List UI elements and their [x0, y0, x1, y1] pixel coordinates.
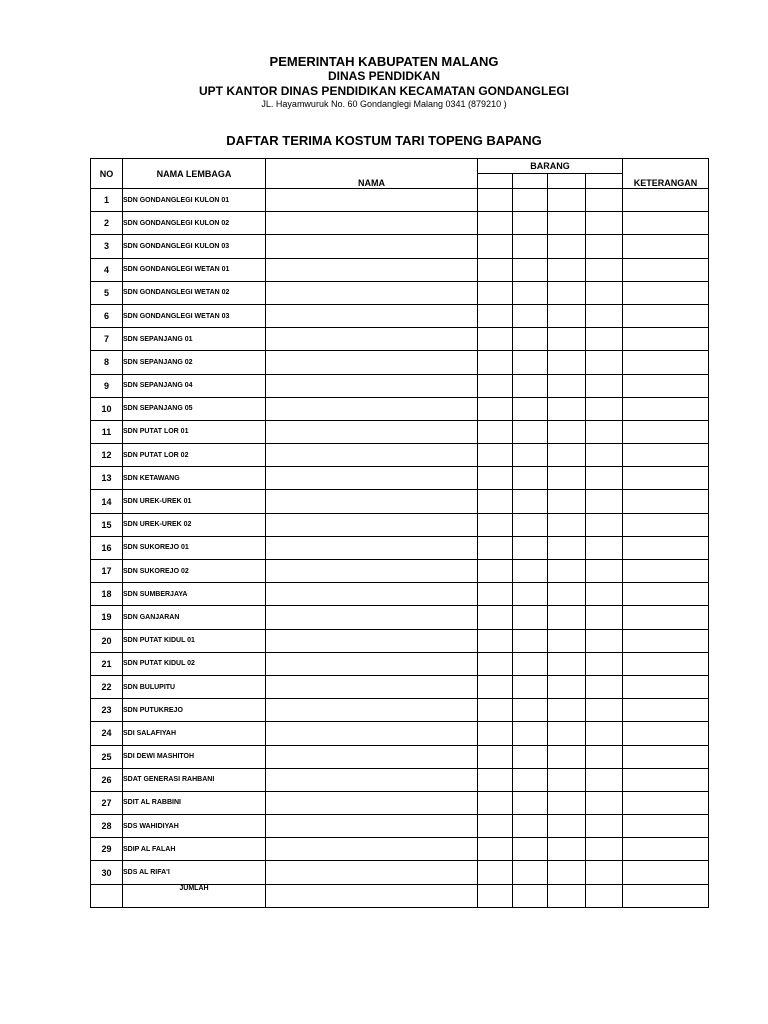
row-number: 12 — [91, 444, 123, 467]
institution-name: SDN SEPANJANG 02 — [123, 351, 266, 374]
table-row — [91, 815, 709, 838]
keterangan-cell — [623, 281, 709, 304]
institution-name: SDN SEPANJANG 01 — [123, 328, 266, 351]
row-number: 26 — [91, 768, 123, 791]
institution-name: SDN GONDANGLEGI KULON 03 — [123, 235, 266, 258]
barang-cell-4 — [586, 838, 623, 861]
table-row — [91, 745, 709, 768]
nama-cell — [266, 699, 478, 722]
row-number: 29 — [91, 838, 123, 861]
barang-cell-3 — [548, 212, 586, 235]
barang-cell-3 — [548, 629, 586, 652]
row-number: 7 — [91, 328, 123, 351]
barang-cell-4 — [586, 397, 623, 420]
keterangan-cell — [623, 467, 709, 490]
row-number: 14 — [91, 490, 123, 513]
barang-cell-3 — [548, 444, 586, 467]
barang-cell-4 — [586, 212, 623, 235]
barang-cell-2 — [513, 420, 548, 443]
barang-cell-1 — [478, 513, 513, 536]
barang-cell-2 — [513, 189, 548, 212]
table-body — [91, 159, 709, 908]
row-number: 24 — [91, 722, 123, 745]
barang-cell-4 — [586, 189, 623, 212]
column-header-keterangan: KETERANGAN — [623, 159, 709, 189]
institution-name: SDN SUKOREJO 02 — [123, 560, 266, 583]
barang-subcolumn-1 — [478, 174, 513, 189]
barang-cell-1 — [478, 490, 513, 513]
institution-name: SDS WAHIDIYAH — [123, 815, 266, 838]
table-row — [91, 189, 709, 212]
barang-cell-1 — [478, 444, 513, 467]
barang-cell-4 — [586, 536, 623, 559]
nama-cell — [266, 374, 478, 397]
barang-cell-1 — [478, 467, 513, 490]
barang-cell-1 — [478, 838, 513, 861]
keterangan-cell — [623, 444, 709, 467]
barang-cell-2 — [513, 328, 548, 351]
row-number: 3 — [91, 235, 123, 258]
keterangan-cell — [623, 189, 709, 212]
keterangan-cell — [623, 490, 709, 513]
barang-cell-3 — [548, 397, 586, 420]
barang-cell-3 — [548, 235, 586, 258]
barang-cell-2 — [513, 861, 548, 884]
keterangan-cell — [623, 536, 709, 559]
barang-cell-3 — [548, 675, 586, 698]
barang-cell-1 — [478, 212, 513, 235]
keterangan-cell — [623, 722, 709, 745]
barang-cell-4 — [586, 444, 623, 467]
barang-cell-3 — [548, 536, 586, 559]
barang-cell-1 — [478, 189, 513, 212]
barang-cell-1 — [478, 699, 513, 722]
barang-cell-4 — [586, 258, 623, 281]
nama-cell — [266, 444, 478, 467]
row-number: 16 — [91, 536, 123, 559]
table-row — [91, 629, 709, 652]
barang-cell-2 — [513, 560, 548, 583]
row-number: 25 — [91, 745, 123, 768]
institution-name: SDN GANJARAN — [123, 606, 266, 629]
barang-cell-4 — [586, 281, 623, 304]
keterangan-cell — [623, 258, 709, 281]
nama-cell — [266, 513, 478, 536]
barang-cell-4 — [586, 606, 623, 629]
barang-cell-1 — [478, 258, 513, 281]
table-row — [91, 838, 709, 861]
total-row — [91, 884, 709, 907]
table-row — [91, 560, 709, 583]
table-row — [91, 861, 709, 884]
barang-cell-1 — [478, 281, 513, 304]
barang-cell-3 — [548, 490, 586, 513]
table-row — [91, 606, 709, 629]
barang-cell-4 — [586, 675, 623, 698]
barang-cell-3 — [548, 745, 586, 768]
barang-cell-2 — [513, 768, 548, 791]
barang-subcolumn-3 — [548, 174, 586, 189]
column-header-nama-lembaga: NAMA LEMBAGA — [123, 159, 266, 189]
barang-cell-4 — [586, 768, 623, 791]
table-row — [91, 351, 709, 374]
nama-cell — [266, 420, 478, 443]
barang-cell-4 — [586, 791, 623, 814]
keterangan-cell — [623, 374, 709, 397]
header-address: JL. Hayamwuruk No. 60 Gondanglegi Malang 0341 (879210 ) — [261, 99, 507, 109]
table-row — [91, 281, 709, 304]
barang-cell-4 — [586, 420, 623, 443]
institution-name: SDN PUTAT KIDUL 01 — [123, 629, 266, 652]
column-header-barang: BARANG — [478, 159, 623, 174]
barang-cell-1 — [478, 652, 513, 675]
institution-name: SDN PUTUKREJO — [123, 699, 266, 722]
table-row — [91, 583, 709, 606]
barang-cell-2 — [513, 722, 548, 745]
barang-cell-4 — [586, 815, 623, 838]
row-number: 28 — [91, 815, 123, 838]
nama-cell — [266, 583, 478, 606]
header-office: UPT KANTOR DINAS PENDIDIKAN KECAMATAN GONDANGLEGI — [198, 84, 569, 98]
table-row — [91, 304, 709, 327]
barang-cell-2 — [513, 235, 548, 258]
nama-cell — [266, 235, 478, 258]
institution-name: SDIP AL FALAH — [123, 838, 266, 861]
keterangan-cell — [623, 304, 709, 327]
keterangan-cell — [623, 328, 709, 351]
barang-cell-3 — [548, 791, 586, 814]
barang-cell-3 — [548, 722, 586, 745]
barang-cell-3 — [548, 768, 586, 791]
institution-name: SDN BULUPITU — [123, 675, 266, 698]
row-number: 6 — [91, 304, 123, 327]
row-number: 1 — [91, 189, 123, 212]
barang-cell-3 — [548, 861, 586, 884]
barang-cell-3 — [548, 351, 586, 374]
column-header-nama: NAMA — [266, 159, 478, 189]
barang-cell-2 — [513, 629, 548, 652]
row-number: 17 — [91, 560, 123, 583]
institution-name: SDI DEWI MASHITOH — [123, 745, 266, 768]
row-number: 8 — [91, 351, 123, 374]
total-barang-cell-2 — [513, 884, 548, 907]
row-number: 20 — [91, 629, 123, 652]
row-number: 23 — [91, 699, 123, 722]
barang-cell-4 — [586, 722, 623, 745]
table-row — [91, 699, 709, 722]
barang-cell-2 — [513, 699, 548, 722]
keterangan-cell — [623, 513, 709, 536]
row-number: 5 — [91, 281, 123, 304]
institution-name: SDN UREK-UREK 01 — [123, 490, 266, 513]
nama-cell — [266, 351, 478, 374]
nama-cell — [266, 328, 478, 351]
nama-cell — [266, 212, 478, 235]
institution-name: SDN PUTAT LOR 02 — [123, 444, 266, 467]
table-row — [91, 374, 709, 397]
institution-name: SDN GONDANGLEGI WETAN 01 — [123, 258, 266, 281]
table-row — [91, 722, 709, 745]
institution-name: SDN PUTAT KIDUL 02 — [123, 652, 266, 675]
table-row — [91, 513, 709, 536]
barang-cell-2 — [513, 675, 548, 698]
nama-cell — [266, 258, 478, 281]
barang-cell-3 — [548, 652, 586, 675]
barang-cell-3 — [548, 513, 586, 536]
keterangan-cell — [623, 583, 709, 606]
barang-cell-2 — [513, 815, 548, 838]
barang-cell-2 — [513, 606, 548, 629]
barang-cell-1 — [478, 629, 513, 652]
nama-cell — [266, 397, 478, 420]
keterangan-cell — [623, 861, 709, 884]
barang-cell-3 — [548, 189, 586, 212]
barang-cell-4 — [586, 374, 623, 397]
barang-cell-1 — [478, 768, 513, 791]
table-row — [91, 444, 709, 467]
nama-cell — [266, 281, 478, 304]
keterangan-cell — [623, 815, 709, 838]
keterangan-cell — [623, 235, 709, 258]
nama-cell — [266, 606, 478, 629]
barang-subcolumn-4 — [586, 174, 623, 189]
table-row — [91, 768, 709, 791]
barang-cell-1 — [478, 420, 513, 443]
institution-name: SDN SUKOREJO 01 — [123, 536, 266, 559]
keterangan-cell — [623, 675, 709, 698]
row-number: 4 — [91, 258, 123, 281]
table-row — [91, 791, 709, 814]
table-row — [91, 467, 709, 490]
barang-cell-2 — [513, 652, 548, 675]
keterangan-cell — [623, 745, 709, 768]
nama-cell — [266, 745, 478, 768]
barang-cell-3 — [548, 420, 586, 443]
barang-cell-4 — [586, 513, 623, 536]
barang-cell-3 — [548, 583, 586, 606]
nama-cell — [266, 536, 478, 559]
barang-cell-1 — [478, 235, 513, 258]
barang-cell-2 — [513, 490, 548, 513]
barang-cell-1 — [478, 745, 513, 768]
keterangan-cell — [623, 420, 709, 443]
table-row — [91, 397, 709, 420]
barang-cell-1 — [478, 328, 513, 351]
barang-cell-1 — [478, 861, 513, 884]
barang-cell-3 — [548, 258, 586, 281]
nama-cell — [266, 467, 478, 490]
institution-name: SDAT GENERASI RAHBANI — [123, 768, 266, 791]
total-no-cell — [91, 884, 123, 907]
barang-cell-3 — [548, 606, 586, 629]
nama-cell — [266, 629, 478, 652]
row-number: 18 — [91, 583, 123, 606]
barang-cell-2 — [513, 745, 548, 768]
table-row — [91, 675, 709, 698]
table-row — [91, 328, 709, 351]
barang-cell-4 — [586, 861, 623, 884]
barang-cell-2 — [513, 351, 548, 374]
barang-cell-2 — [513, 281, 548, 304]
institution-name: SDIT AL RABBINI — [123, 791, 266, 814]
barang-cell-1 — [478, 560, 513, 583]
keterangan-cell — [623, 212, 709, 235]
barang-cell-1 — [478, 536, 513, 559]
barang-cell-4 — [586, 699, 623, 722]
barang-cell-3 — [548, 374, 586, 397]
total-barang-cell-1 — [478, 884, 513, 907]
keterangan-cell — [623, 606, 709, 629]
row-number: 30 — [91, 861, 123, 884]
barang-cell-2 — [513, 583, 548, 606]
barang-cell-4 — [586, 652, 623, 675]
barang-cell-2 — [513, 444, 548, 467]
barang-cell-4 — [586, 467, 623, 490]
barang-cell-4 — [586, 629, 623, 652]
barang-cell-1 — [478, 722, 513, 745]
nama-cell — [266, 490, 478, 513]
nama-cell — [266, 815, 478, 838]
keterangan-cell — [623, 768, 709, 791]
table-row — [91, 536, 709, 559]
barang-cell-1 — [478, 791, 513, 814]
institution-name: SDN SEPANJANG 04 — [123, 374, 266, 397]
barang-cell-1 — [478, 374, 513, 397]
barang-cell-3 — [548, 699, 586, 722]
receipt-table — [90, 158, 709, 908]
total-nama-cell — [266, 884, 478, 907]
row-number: 13 — [91, 467, 123, 490]
total-keterangan-cell — [623, 884, 709, 907]
barang-cell-4 — [586, 490, 623, 513]
table-row — [91, 420, 709, 443]
institution-name: SDN GONDANGLEGI WETAN 03 — [123, 304, 266, 327]
table-row — [91, 235, 709, 258]
document-title: DAFTAR TERIMA KOSTUM TARI TOPENG BAPANG — [226, 133, 542, 148]
barang-cell-4 — [586, 351, 623, 374]
barang-cell-2 — [513, 838, 548, 861]
barang-cell-4 — [586, 328, 623, 351]
barang-cell-2 — [513, 467, 548, 490]
barang-cell-4 — [586, 560, 623, 583]
barang-cell-3 — [548, 838, 586, 861]
nama-cell — [266, 838, 478, 861]
keterangan-cell — [623, 699, 709, 722]
keterangan-cell — [623, 838, 709, 861]
total-barang-cell-4 — [586, 884, 623, 907]
barang-cell-1 — [478, 675, 513, 698]
barang-cell-2 — [513, 304, 548, 327]
keterangan-cell — [623, 397, 709, 420]
nama-cell — [266, 722, 478, 745]
barang-cell-3 — [548, 560, 586, 583]
table-row — [91, 212, 709, 235]
barang-cell-2 — [513, 258, 548, 281]
nama-cell — [266, 861, 478, 884]
barang-cell-1 — [478, 583, 513, 606]
barang-cell-1 — [478, 397, 513, 420]
header-department: DINAS PENDIDKAN — [327, 69, 440, 83]
total-barang-cell-3 — [548, 884, 586, 907]
institution-name: SDN PUTAT LOR 01 — [123, 420, 266, 443]
table-row — [91, 652, 709, 675]
institution-name: SDN KETAWANG — [123, 467, 266, 490]
row-number: 27 — [91, 791, 123, 814]
keterangan-cell — [623, 629, 709, 652]
nama-cell — [266, 560, 478, 583]
column-header-no: NO — [91, 159, 123, 189]
institution-name: SDN SUMBERJAYA — [123, 583, 266, 606]
keterangan-cell — [623, 652, 709, 675]
institution-name: SDN UREK-UREK 02 — [123, 513, 266, 536]
header-row-top — [91, 159, 709, 174]
row-number: 11 — [91, 420, 123, 443]
table-row — [91, 490, 709, 513]
keterangan-cell — [623, 351, 709, 374]
row-number: 22 — [91, 675, 123, 698]
total-label: JUMLAH — [123, 884, 266, 907]
barang-cell-2 — [513, 212, 548, 235]
table-row — [91, 258, 709, 281]
nama-cell — [266, 768, 478, 791]
row-number: 15 — [91, 513, 123, 536]
barang-cell-1 — [478, 815, 513, 838]
barang-cell-1 — [478, 351, 513, 374]
barang-cell-3 — [548, 815, 586, 838]
row-number: 9 — [91, 374, 123, 397]
barang-cell-2 — [513, 374, 548, 397]
row-number: 19 — [91, 606, 123, 629]
barang-cell-4 — [586, 304, 623, 327]
nama-cell — [266, 304, 478, 327]
row-number: 10 — [91, 397, 123, 420]
barang-cell-3 — [548, 328, 586, 351]
barang-cell-1 — [478, 606, 513, 629]
header-government: PEMERINTAH KABUPATEN MALANG — [269, 54, 499, 69]
barang-cell-2 — [513, 536, 548, 559]
barang-cell-3 — [548, 467, 586, 490]
nama-cell — [266, 675, 478, 698]
barang-cell-4 — [586, 583, 623, 606]
barang-cell-2 — [513, 791, 548, 814]
row-number: 21 — [91, 652, 123, 675]
nama-cell — [266, 791, 478, 814]
institution-name: SDN GONDANGLEGI WETAN 02 — [123, 281, 266, 304]
keterangan-cell — [623, 791, 709, 814]
barang-cell-3 — [548, 304, 586, 327]
barang-subcolumn-2 — [513, 174, 548, 189]
institution-name: SDS AL RIFA'I — [123, 861, 266, 884]
row-number: 2 — [91, 212, 123, 235]
nama-cell — [266, 652, 478, 675]
barang-cell-3 — [548, 281, 586, 304]
barang-cell-4 — [586, 745, 623, 768]
barang-cell-2 — [513, 513, 548, 536]
barang-cell-2 — [513, 397, 548, 420]
nama-cell — [266, 189, 478, 212]
barang-cell-4 — [586, 235, 623, 258]
institution-name: SDN SEPANJANG 05 — [123, 397, 266, 420]
keterangan-cell — [623, 560, 709, 583]
institution-name: SDN GONDANGLEGI KULON 01 — [123, 189, 266, 212]
institution-name: SDN GONDANGLEGI KULON 02 — [123, 212, 266, 235]
institution-name: SDI SALAFIYAH — [123, 722, 266, 745]
barang-cell-1 — [478, 304, 513, 327]
